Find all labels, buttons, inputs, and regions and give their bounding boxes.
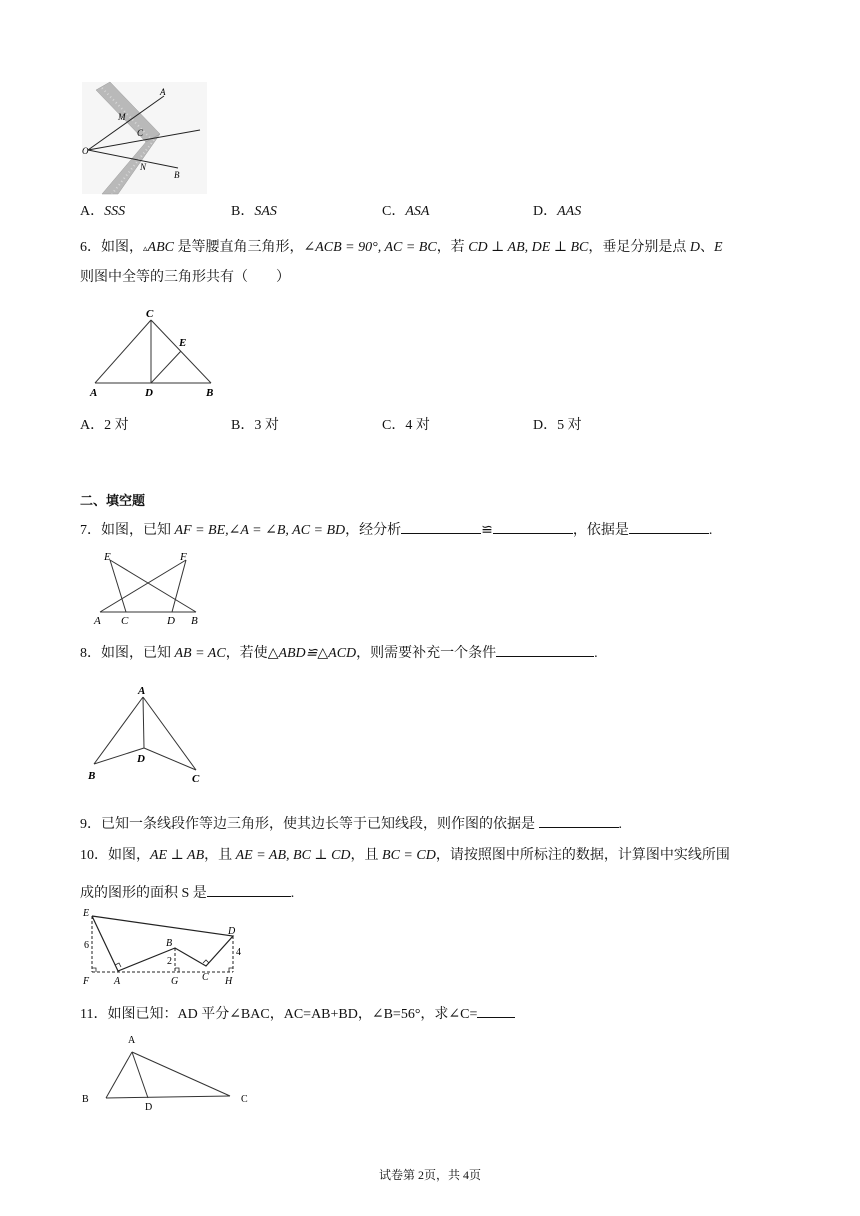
q8-figure: [86, 684, 210, 784]
q7-label-c: C: [121, 615, 129, 627]
q5-choice-d[interactable]: D．AAS: [533, 204, 582, 219]
q10-stem-line2: 成的图形的面积 S 是 .: [80, 881, 294, 904]
q6-figure: [88, 306, 222, 398]
q6-label-c: C: [146, 308, 154, 320]
q10-label-f: F: [83, 976, 90, 987]
q7-label-e: E: [104, 551, 111, 563]
q10-label-h: H: [225, 976, 233, 987]
q9-stem: 9．已知一条线段作等边三角形，使其边长等于已知线段，则作图的依据是 .: [80, 812, 622, 835]
q10-label-a: A: [114, 976, 121, 987]
q10-label-6: 6: [84, 940, 89, 951]
q7-blank-3[interactable]: [629, 518, 709, 534]
q5-choice-b[interactable]: B．SAS: [231, 204, 277, 219]
q6-label-a: A: [90, 387, 98, 399]
q8-label-a: A: [138, 685, 146, 697]
q10-label-c: C: [202, 972, 209, 983]
q5-label-a: A: [160, 87, 166, 97]
q10-label-e: E: [83, 908, 90, 919]
q7-blank-2[interactable]: [493, 518, 573, 534]
q6-stem-line1: 6．如图，▵ABC 是等腰直角三角形，∠ACB = 90°, AC = BC，若 CD ⊥ AB, DE ⊥ BC，垂足分别是点 D、E: [80, 240, 723, 255]
q6-choice-a[interactable]: A．2 对: [80, 418, 129, 433]
q10-label-d: D: [228, 926, 236, 937]
q9-blank[interactable]: [539, 812, 619, 828]
q6-choice-b[interactable]: B．3 对: [231, 418, 279, 433]
q5-label-b: B: [174, 170, 180, 180]
q5-label-n: N: [140, 162, 147, 172]
q5-label-c: C: [137, 128, 144, 138]
q5-choice-c[interactable]: C．ASA: [382, 204, 430, 219]
q11-figure: [80, 1030, 256, 1114]
q5-label-m: M: [118, 112, 126, 122]
q10-label-b: B: [166, 938, 173, 949]
q11-label-d: D: [145, 1102, 153, 1113]
q6-stem-line2: 则图中全等的三角形共有（ ）: [80, 270, 290, 285]
q7-blank-1[interactable]: [401, 518, 481, 534]
q7-label-f: F: [180, 551, 187, 563]
q6-label-e: E: [179, 337, 187, 349]
page-footer: 试卷第 2页，共 4页: [378, 1168, 481, 1182]
q8-label-c: C: [192, 773, 200, 785]
q6-choice-c[interactable]: C．4 对: [382, 418, 430, 433]
section-fill-in-title: 二、填空题: [80, 494, 146, 509]
q5-choice-a[interactable]: A．SSS: [80, 204, 126, 219]
q7-figure: [92, 550, 202, 628]
q10-label-4: 4: [236, 947, 241, 958]
q7-label-d: D: [167, 615, 175, 627]
q7-stem: 7．如图，已知 AF = BE,∠A = ∠B, AC = BD，经分析 ≌ ，依据是 .: [80, 518, 712, 541]
q11-label-a: A: [128, 1035, 136, 1046]
q11-label-b: B: [82, 1094, 89, 1105]
q7-label-b: B: [191, 615, 198, 627]
q8-stem: 8．如图，已知 AB = AC，若使△ABD≌△ACD，则需要补充一个条件 .: [80, 641, 598, 664]
q11-blank[interactable]: [477, 1002, 515, 1018]
q5-label-o: O: [82, 146, 89, 156]
q8-blank[interactable]: [496, 641, 594, 657]
q6-label-d: D: [145, 387, 153, 399]
q10-label-g: G: [171, 976, 179, 987]
q8-label-d: D: [137, 753, 145, 765]
q10-blank[interactable]: [207, 881, 291, 897]
q5-figure: [82, 82, 207, 194]
q10-stem-line1: 10．如图，AE ⊥ AB，且 AE = AB, BC ⊥ CD，且 BC = CD，请按照图中所标注的数据，计算图中实线所围: [80, 848, 730, 863]
q6-choice-d[interactable]: D．5 对: [533, 418, 582, 433]
q6-label-b: B: [206, 387, 214, 399]
q10-figure: [82, 904, 242, 990]
q11-label-c: C: [241, 1094, 248, 1105]
q7-label-a: A: [94, 615, 101, 627]
q8-label-b: B: [88, 770, 96, 782]
q10-label-2: 2: [167, 956, 172, 967]
q11-stem: 11．如图已知：AD 平分∠BAC，AC=AB+BD，∠B=56°，求∠C=: [80, 1002, 515, 1025]
